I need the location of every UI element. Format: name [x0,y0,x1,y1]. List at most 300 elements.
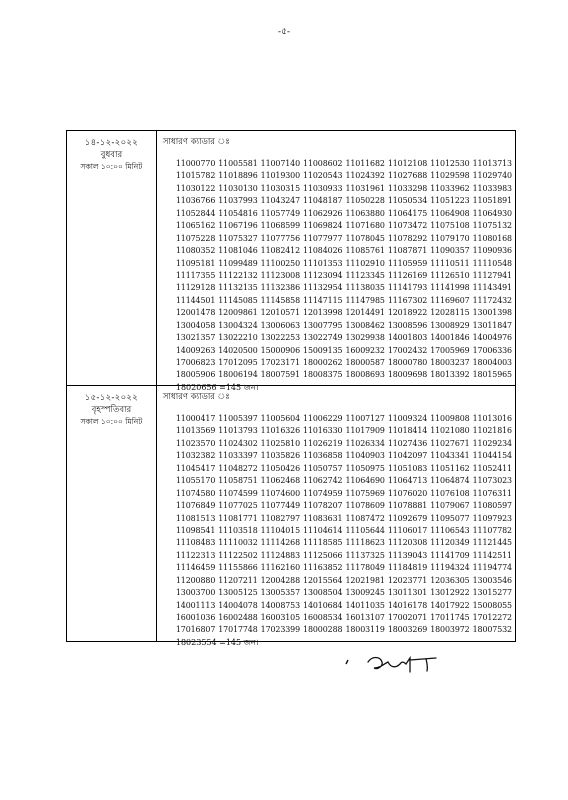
roll-number: 13009245 [345,588,385,598]
roll-number: 11050534 [387,196,428,206]
roll-number: 11081513 [175,513,216,523]
roll-number: 11143491 [472,283,512,293]
roll-number: 13003546 [472,575,512,585]
roll-number: 11141998 [430,283,470,293]
roll-number: 11082412 [260,246,301,256]
roll-number: 11099489 [218,258,258,268]
roll-number: 17011745 [430,613,470,622]
roll-number: 11042097 [387,451,428,461]
roll-row [176,600,515,612]
roll-row [176,295,515,307]
roll-number: 11207211 [218,575,258,585]
roll-number: 11029234 [472,438,512,448]
roll-number: 11117355 [175,270,216,280]
roll-number: 11023570 [175,438,216,448]
roll-number: 18004003 [472,358,512,367]
roll-number: 16002488 [218,613,258,622]
roll-number: 18000587 [345,358,385,367]
roll-number: 18008693 [345,370,385,380]
roll-number: 11141793 [387,283,428,293]
roll-number: 11077756 [260,233,301,243]
roll-number: 12010571 [260,308,301,318]
roll-row [176,369,515,381]
exam-date: ১৫-১২-২০২২ [84,393,139,403]
roll-number: 17016807 [175,625,216,635]
roll-row [176,624,515,636]
roll-number: 11000417 [175,414,216,423]
roll-number: 11118623 [345,538,385,548]
roll-row [176,525,515,537]
roll-number: 11123094 [303,270,343,280]
roll-number: 11077025 [218,501,258,511]
roll-number: 13008596 [387,320,428,330]
roll-list-cell [157,131,515,392]
roll-row [176,345,515,357]
roll-number: 11108483 [175,538,216,548]
roll-number: 11078045 [345,233,385,243]
roll-number: 11139043 [387,550,428,560]
roll-number: 11147985 [345,295,385,305]
roll-number: 11000770 [175,159,216,168]
roll-number: 11005581 [218,159,258,168]
roll-number: 11062468 [260,476,301,486]
roll-number: 11090936 [472,246,512,256]
roll-number: 11062926 [303,208,343,218]
roll-number: 12028115 [430,308,470,318]
roll-number: 11146459 [175,563,216,573]
roll-number: 11044154 [472,451,512,461]
roll-row [176,158,515,170]
date-cell [67,386,157,641]
roll-number: 11169607 [430,295,470,305]
roll-number: 11013713 [472,159,512,168]
roll-row [176,575,515,587]
roll-number: 11142511 [472,550,512,560]
roll-number: 11178049 [345,563,385,573]
roll-number: 13012922 [430,588,470,598]
roll-number: 14001113 [175,600,216,610]
roll-number: 11057749 [260,208,301,218]
roll-number: 11027671 [430,438,470,448]
roll-number: 11076020 [387,488,428,498]
roll-number: 11144501 [175,295,216,305]
date-cell [67,131,157,385]
roll-number: 11090357 [430,246,470,256]
roll-number: 13005357 [260,588,301,598]
roll-number: 11075969 [345,488,385,498]
roll-number: 11101353 [303,258,343,268]
roll-number: 11074580 [175,488,216,498]
roll-number: 11026219 [303,438,343,448]
roll-number: 11100250 [260,258,301,268]
roll-number: 18000780 [387,358,428,367]
roll-number: 11043341 [430,451,470,461]
roll-number: 11155866 [218,563,258,573]
roll-number: 11098541 [175,525,216,535]
roll-number: 18023554 [175,637,217,647]
roll-number: 11095077 [430,513,470,523]
roll-number: 11027688 [387,171,428,181]
roll-number: 11064175 [387,208,428,218]
roll-number: 18009698 [387,370,428,380]
roll-number: 11016330 [303,426,343,436]
roll-number: 13006063 [260,320,301,330]
roll-number: 17012095 [218,358,258,367]
roll-number: 14011035 [345,600,385,610]
roll-number: 11120308 [387,538,428,548]
roll-number: 11050426 [260,463,301,473]
roll-row [176,332,515,344]
roll-number: 11069824 [303,221,343,231]
roll-number: 11172432 [472,295,512,305]
roll-number: 11103518 [218,525,258,535]
roll-number: 11035826 [260,451,301,461]
roll-number: 18005906 [175,370,216,380]
roll-row [176,550,515,562]
roll-number: 12013998 [303,308,343,318]
roll-number: 11081046 [218,246,258,256]
roll-number: 11050975 [345,463,385,473]
roll-number: 11194324 [430,563,470,573]
roll-number: 11029740 [472,171,512,181]
roll-number: 11052411 [472,463,512,473]
roll-number: 11025810 [260,438,301,448]
roll-number: 13008462 [345,320,385,330]
roll-number: 14001846 [430,333,470,343]
roll-number: 11075108 [430,221,470,231]
roll-number: 11013569 [175,426,216,436]
roll-number: 11011682 [345,159,385,168]
roll-number: 16003105 [260,613,301,622]
roll-number: 11008602 [303,159,343,168]
roll-number: 17023399 [260,625,301,635]
roll-number: 11079170 [430,233,470,243]
roll-number: 17006336 [472,345,512,355]
roll-number: 11018414 [387,426,428,436]
roll-number: 11132954 [303,283,343,293]
roll-number: 11114268 [260,538,301,548]
roll-number: 17017748 [218,625,258,635]
roll-row [176,425,515,437]
roll-number: 11078881 [387,501,428,511]
roll-number: 11082797 [260,513,301,523]
roll-number: 11163852 [303,563,343,573]
roll-number: 18003269 [387,625,428,635]
roll-number: 11007140 [260,159,301,168]
roll-number: 11132386 [260,283,301,293]
page-number: -৫- [277,27,291,37]
exam-date: ১৪-১২-২০২২ [84,138,139,148]
roll-number: 11194774 [472,563,512,573]
roll-number: 11062742 [303,476,343,486]
roll-number: 11129128 [175,283,216,293]
roll-number: 11126169 [387,270,428,280]
roll-number: 18007591 [260,370,301,380]
roll-number: 13008504 [303,588,343,598]
roll-number: 11052844 [175,208,216,218]
roll-number: 11145858 [260,295,301,305]
roll-number: 11030130 [218,183,258,193]
total-suffix: জন। [243,382,259,392]
roll-number: 11076311 [472,488,512,498]
roll-number: 11087472 [345,513,385,523]
roll-number: 18003972 [430,625,470,635]
roll-number: 11024302 [218,438,258,448]
roll-row [176,537,515,549]
roll-number: 13021357 [175,333,216,343]
roll-row [176,245,515,257]
roll-row [176,357,515,369]
roll-number: 14017922 [430,600,470,610]
roll-number: 11036858 [303,451,343,461]
roll-row [176,220,515,232]
roll-number: 11079067 [430,501,470,511]
roll-number: 11075132 [472,221,512,231]
roll-number: 11200880 [175,575,216,585]
roll-number: 11064874 [430,476,470,486]
roll-row [176,208,515,220]
roll-number: 13008929 [430,320,470,330]
roll-number: 11030122 [175,183,216,193]
roll-number: 11058751 [218,476,258,486]
roll-number: 13022749 [303,333,343,343]
roll-number: 11121445 [472,538,512,548]
roll-number: 11064930 [472,208,512,218]
cadre-title: সাধারণ ক্যাডার ঃ [162,137,230,147]
roll-number: 11037993 [218,196,258,206]
total-count: =145 [219,382,242,392]
roll-number: 13022253 [260,333,301,343]
roll-row [176,513,515,525]
exam-day: বৃহস্পতিবার [91,405,132,415]
roll-number: 11009808 [430,414,470,423]
roll-number: 11138035 [345,283,385,293]
roll-number: 11120349 [430,538,470,548]
roll-number: 15008055 [472,600,512,610]
roll-number: 14004078 [218,600,258,610]
roll-number: 11074600 [260,488,301,498]
roll-number: 11076849 [175,501,216,511]
roll-number: 11125066 [303,550,343,560]
roll-number: 17005969 [430,345,470,355]
roll-row [176,320,515,332]
roll-number: 11110548 [472,258,512,268]
schedule-table [66,130,516,647]
roll-number: 11005604 [260,414,301,423]
roll-number: 18008375 [303,370,343,380]
roll-number: 11016326 [260,426,301,436]
roll-number: 12018922 [387,308,428,318]
roll-number: 11105959 [387,258,428,268]
roll-number: 11045417 [175,463,216,473]
roll-number: 11006229 [303,414,343,423]
roll-number: 11050228 [345,196,385,206]
roll-number: 12001478 [175,308,216,318]
roll-number: 11104015 [260,525,301,535]
roll-row [176,282,515,294]
roll-number: 11048187 [303,196,343,206]
roll-number: 11077449 [260,501,301,511]
roll-number: 12015564 [303,575,343,585]
roll-number: 18003237 [430,358,470,367]
schedule-row [67,131,515,392]
roll-number: 11075228 [175,233,216,243]
roll-number: 17006823 [175,358,216,367]
roll-number: 11065162 [175,221,216,231]
roll-number: 11036766 [175,196,216,206]
roll-number: 15009135 [303,345,343,355]
roll-number: 11106543 [430,525,470,535]
roll-number: 11027436 [387,438,428,448]
roll-number: 11075327 [218,233,258,243]
roll-number: 11080168 [472,233,512,243]
roll-number: 11073472 [387,221,428,231]
roll-number: 11033983 [472,183,512,193]
roll-number: 11033397 [218,451,258,461]
roll-number: 13001398 [472,308,512,318]
roll-number: 11073023 [472,476,512,486]
roll-number: 11167302 [387,295,428,305]
roll-number: 11122502 [218,550,258,560]
exam-time: সকাল ১০:০০ মিনিট [80,162,143,171]
roll-number: 11076108 [430,488,470,498]
roll-number: 11122132 [218,270,258,280]
roll-number: 12014491 [345,308,385,318]
roll-number: 17023171 [260,358,301,367]
roll-number: 11102910 [345,258,385,268]
roll-number: 16009232 [345,345,385,355]
roll-number: 11162160 [260,563,301,573]
roll-number: 12023771 [387,575,428,585]
roll-row [176,183,515,195]
cadre-title: সাধারণ ক্যাডার ঃ [162,392,230,402]
roll-number: 11110511 [430,258,470,268]
roll-number: 11051223 [430,196,470,206]
roll-number: 11031961 [345,183,385,193]
roll-number: 17012272 [472,613,512,622]
roll-number: 11051891 [472,196,512,206]
roll-number: 14004976 [472,333,512,343]
exam-day: বুধবার [100,150,123,160]
roll-number: 11123008 [260,270,301,280]
roll-number: 11097923 [472,513,512,523]
roll-number: 11184819 [387,563,428,573]
roll-number: 14016178 [387,600,428,610]
roll-number: 11080597 [472,501,512,511]
roll-number: 11067196 [218,221,258,231]
roll-number: 11050757 [303,463,343,473]
roll-number: 16013107 [345,613,385,622]
schedule-row [67,382,515,647]
total-count: =145 [219,637,242,647]
roll-row [176,233,515,245]
roll-number: 11020543 [303,171,343,181]
roll-number: 11005397 [218,414,258,423]
roll-number: 11104614 [303,525,343,535]
roll-number: 11019300 [260,171,301,181]
roll-row [176,438,515,450]
roll-number: 11107782 [472,525,512,535]
roll-number: 18006194 [218,370,258,380]
roll-number: 13003700 [175,588,216,598]
roll-number: 11147115 [303,295,343,305]
roll-number: 11074599 [218,488,258,498]
roll-row [176,413,515,425]
roll-number: 11029598 [430,171,470,181]
roll-number: 11095181 [175,258,216,268]
roll-number: 11083631 [303,513,343,523]
roll-number: 13022210 [218,333,258,343]
roll-number: 14009263 [175,345,216,355]
roll-number: 14008753 [260,600,301,610]
roll-number: 11078609 [345,501,385,511]
roll-number: 17002071 [387,613,428,622]
roll-number: 17002432 [387,345,428,355]
roll-number: 11032382 [175,451,216,461]
roll-number: 12004288 [260,575,301,585]
roll-number: 13029938 [345,333,385,343]
roll-number: 11080352 [175,246,216,256]
roll-number: 12036305 [430,575,470,585]
roll-number: 11013793 [218,426,258,436]
roll-number: 13004324 [218,320,258,330]
roll-number: 11078207 [303,501,343,511]
roll-number: 18013392 [430,370,470,380]
roll-number: 11021816 [472,426,512,436]
roll-number: 11068599 [260,221,301,231]
roll-number: 13011301 [387,588,428,598]
roll-number: 11033962 [430,183,470,193]
roll-number: 11105644 [345,525,385,535]
roll-row [176,488,515,500]
roll-number-list [163,158,515,394]
roll-row [176,450,515,462]
roll-row [176,463,515,475]
roll-number: 11007127 [345,414,385,423]
roll-number: 11012530 [430,159,470,168]
signature-mark [340,648,460,678]
roll-number: 11064713 [387,476,428,486]
roll-number: 11077977 [303,233,343,243]
roll-number: 11040903 [345,451,385,461]
roll-number: 11084026 [303,246,343,256]
roll-number: 18020656 [175,382,217,392]
roll-number: 11132135 [218,283,258,293]
roll-number: 11064690 [345,476,385,486]
roll-row [176,195,515,207]
roll-number: 11018896 [218,171,258,181]
roll-number: 11051083 [387,463,428,473]
roll-number: 12021981 [345,575,385,585]
roll-number: 11110032 [218,538,258,548]
roll-number: 11009324 [387,414,428,423]
roll-row [176,500,515,512]
roll-number: 11106017 [387,525,428,535]
roll-row [176,587,515,599]
roll-number: 13015277 [472,588,512,598]
roll-number: 11141709 [430,550,470,560]
roll-number: 15000906 [260,345,301,355]
roll-number: 11012108 [387,159,428,168]
roll-number: 13011847 [472,320,512,330]
roll-row [176,562,515,574]
roll-number: 11024392 [345,171,385,181]
roll-number: 11078292 [387,233,428,243]
roll-number: 18007532 [472,625,512,635]
roll-number: 18000288 [303,625,343,635]
roll-number: 11017909 [345,426,385,436]
roll-number: 11021080 [430,426,470,436]
